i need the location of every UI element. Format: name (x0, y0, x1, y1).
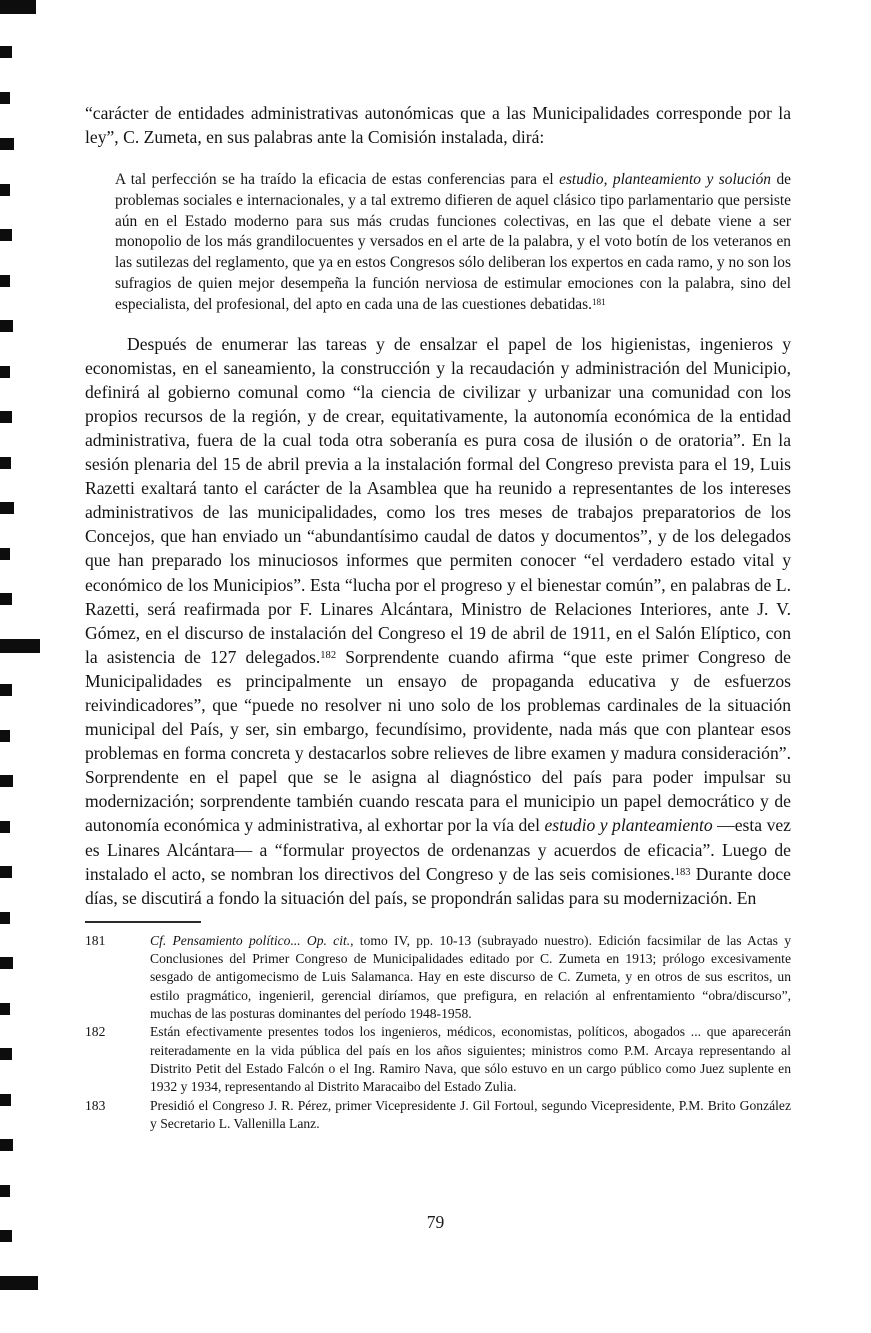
scan-mark (0, 684, 12, 696)
scan-mark (0, 229, 12, 241)
scan-mark (0, 1094, 11, 1106)
scan-mark (0, 593, 12, 605)
scan-mark (0, 1185, 10, 1197)
scan-mark (0, 502, 14, 514)
footnotes-section (85, 932, 791, 1133)
scan-mark (0, 366, 10, 378)
footnote (85, 1023, 791, 1096)
page-content (85, 101, 791, 1133)
footnote-ref: 182 (320, 650, 337, 662)
scan-mark (0, 821, 10, 833)
scan-mark (0, 1276, 38, 1290)
block-quote: A tal perfección se ha traído la eficacia de estas conferencias para el estudio, planteamiento y solución de problemas sociales e internacionales, y a tal extremo difieren de aquel clásico tipo parlamentario que persiste aún en el Estado moderno para sus más crudas funciones colectivas, en las que el debate viene a ser monopolio de los más grandilocuentes y versados en el arte de la palabra, y el voto botín de los veteranos en las sutilezas del reglamento, que ya en estos Congresos sólo deliberan los expertos en cada ramo, y no son los sufragios de quien mejor desempeña la función nerviosa de estimular emociones con la palabra, sino del especialista, del profesional, del apto en cada una de las cuestiones debatidas.$^{181}$ (115, 171, 791, 313)
scan-mark (0, 1139, 13, 1151)
scan-mark (0, 1048, 12, 1060)
footnote (85, 1097, 791, 1134)
footnote-number: 183 (85, 1097, 106, 1113)
footnote-ref: 183 (674, 866, 691, 878)
scan-mark (0, 1003, 10, 1015)
main-paragraph: Después de enumerar las tareas y de ensalzar el papel de los higienistas, ingenieros y economistas, en el saneamiento, la construcción y la recaudación y administración del Municipio, definirá al gobierno comunal como “la ciencia de civilizar y urbanizar una comunidad con los propios recursos de la región, y de crear, equitativamente, la autonomía económica de la entidad administrativa, fuera de la cual toda otra soberanía es pura cosa de ilusión o de oratoria”. En la sesión plenaria del 15 de abril previa a la instalación formal del Congreso prevista para el 19, Luis Razetti exaltará tanto el carácter de la Asamblea que ha reunido a representantes de los intereses administrativos de las municipalidades, como los tres meses de trabajos preparatorios de los Concejos, que han enviado un “abundantísimo caudal de datos y documentos”, y de los delegados que han preparado los minuciosos informes que permiten conocer “el verdadero estado vital y económico de los Municipios”. Esta “lucha por el progreso y el bienestar común”, en palabras de L. Razetti, será reafirmada por F. Linares Alcántara, Ministro de Relaciones Interiores, ante J. V. Gómez, en el discurso de instalación del Congreso el 19 de abril de 1911, en el Salón Elíptico, con la asistencia de 127 delegados.$^{182}$ Sorprendente cuando afirma “que este primer Congreso de Municipalidades es principalmente un ensayo de propaganda educativa y de esfuerzos reivindicadores”, que “puede no resolver ni uno solo de los problemas cardinales de la situación municipal del País, y ser, sin embargo, fecundísimo, providente, nada más que con plantear esos problemas en forma concreta y destacarlos sobre relieves de libre examen y madura consideración”. Sorprendente en el papel que se le asigna al diagnóstico del país para poder impulsar su modernización; sorprendente también cuando rescata para el municipio un papel democrático y de autonomía económica y administrativa, al exhortar por la vía del estudio y planteamiento —esta vez es Linares Alcántara— a “formular proyectos de ordenanzas y acuerdos de eficacia”. Luego de instalado el acto, se nombran los directivos del Congreso y de las seis comisiones.$^{183}$ Durante doce días, se discutirá a fondo la situación del país, se propondrán salidas para su modernización. En (85, 333, 791, 908)
scan-mark (0, 275, 10, 287)
intro-paragraph: “carácter de entidades administrativas autonómicas que a las Municipalidades corresponde por la ley”, C. Zumeta, en sus palabras ante la Comisión instalada, dirá: (85, 103, 791, 147)
scan-mark (0, 548, 10, 560)
scan-mark (0, 957, 13, 969)
scan-mark (0, 320, 13, 332)
scan-mark (0, 457, 11, 469)
scan-mark (0, 730, 10, 742)
scan-mark (0, 46, 12, 58)
footnote (85, 932, 791, 1023)
scan-mark (0, 0, 36, 14)
scan-mark (0, 866, 12, 878)
footnote-text: Presidió el Congreso J. R. Pérez, primer Vicepresidente J. Gil Fortoul, segundo Vicepresidente, P.M. Brito González y Secretario L. Vallenilla Lanz. (150, 1097, 791, 1131)
scan-mark (0, 912, 10, 924)
footnote-text: Están efectivamente presentes todos los ingenieros, médicos, economistas, políticos, abogados ... que aparecerán reiteradamente en la vida pública del país en los años siguientes; ministros como P.M. Arcaya representando al Distrito Petit del Estado Falcón o el Ing. Ramiro Nava, que sólo estuvo en un cargo público como Juez suplente en 1932 y 1934, representando al Distrito Maracaibo del Estado Zulia. (150, 1024, 791, 1095)
page-number: 79 (426, 1212, 445, 1232)
scan-mark (0, 775, 13, 787)
footnote-ref: 181 (591, 296, 606, 307)
footnote-number: 182 (85, 1024, 106, 1040)
footnote-text: Cf. Pensamiento político... Op. cit., tomo IV, pp. 10-13 (subrayado nuestro). Edición facsimilar de las Actas y Conclusiones del Primer Congreso de Municipalidades editado por C. Zumeta en 1913; prólogo excesivamente sesgado de antigomecismo de Luis Salamanca. Hay en este discurso de C. Zumeta, y en otros de sus escritos, un estilo pragmático, ingenieril, gerencial diríamos, que prefigura, en relación al enfrentamiento “obra/discurso”, muchas de las posturas dominantes del período 1948-1958. (150, 932, 791, 1022)
scan-mark (0, 411, 12, 423)
footnote-separator (85, 921, 201, 923)
scan-mark (0, 639, 40, 653)
scan-mark (0, 184, 10, 196)
scan-mark (0, 92, 10, 104)
footnote-number: 181 (85, 932, 106, 948)
scan-mark (0, 138, 14, 150)
